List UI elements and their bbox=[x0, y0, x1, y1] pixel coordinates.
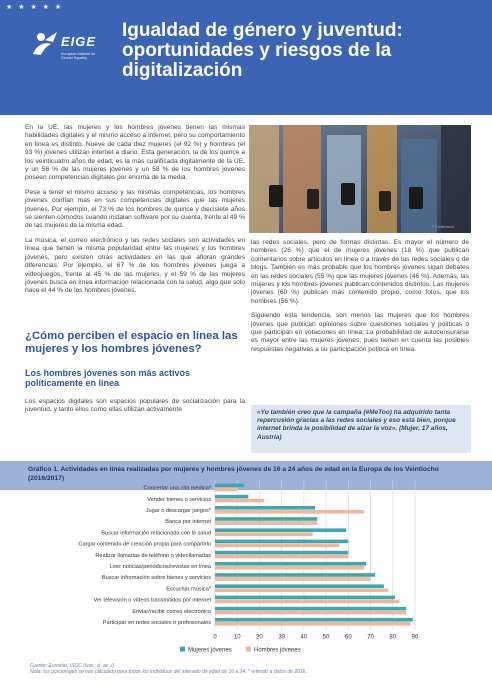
eu-stars-decoration: ★ ★ ★ ★ ★ bbox=[6, 4, 64, 11]
x-tick-label: 10 bbox=[233, 634, 241, 641]
bar-men bbox=[215, 600, 399, 604]
x-tick-label: 40 bbox=[300, 634, 308, 641]
bar-women bbox=[215, 573, 375, 577]
category-label: Realizar llamadas de teléfono o videollamadas bbox=[95, 552, 211, 559]
bar-men bbox=[215, 577, 371, 581]
photo-credit: © Shutterstock bbox=[432, 225, 455, 229]
bar-men bbox=[215, 611, 406, 615]
eige-logo bbox=[27, 14, 97, 89]
paragraph: las redes sociales, pero de formas distintas. Es mayor el número de hombres (26 %) que el de mujeres jóvenes (18 %) que publican comentarios sobre artículos en línea o a través de las redes sociales o de blogs. También es más probable que los hombres jóvenes sigan debates en las redes sociales (55 %) que las mujeres jóvenes (46 %). Además, las mujeres y los hombres jóvenes publican contenidos distintos. Las mujeres jóvenes (60 %) publican más contenido propio, como fotos, que los hombres (56 %). bbox=[251, 239, 469, 305]
category-label: Buscar información sobre bienes y servicios bbox=[101, 575, 211, 582]
legend-swatch-women bbox=[180, 647, 185, 652]
category-label: Enviar/recibir correo electrónico bbox=[132, 608, 211, 615]
category-label: Jugar o descargar juegos* bbox=[145, 508, 211, 514]
bar-women bbox=[215, 495, 248, 499]
bar-women bbox=[215, 584, 384, 588]
bar-women bbox=[215, 551, 348, 555]
paragraph: Los espacios digitales son espacios populares de socialización para la juventud, y tanto ellos como ellas utilizan activamente bbox=[25, 398, 245, 414]
category-label: Vender bienes o servicios bbox=[147, 496, 211, 503]
category-label: Buscar información relacionada con la salud bbox=[101, 530, 211, 537]
bar-men bbox=[215, 499, 264, 503]
section-heading: ¿Cómo perciben el espacio en línea las mujeres y los hombres jóvenes? bbox=[25, 330, 238, 355]
paragraph: La música, el correo electrónico y las redes sociales son actividades en línea que tienen la misma popularidad entre las mujeres y los hombres jóvenes, pero existen otras actividades en las que afloran grandes diferencias. Por ejemplo, el 67 % de los hombres jóvenes juega a videojuegos, frente al 45 % de las mujeres, y el 59 % de las mujeres jóvenes busca en línea información relacionada con la salud, algo que solo hace el 44 % de los hombres jóvenes. bbox=[25, 236, 245, 295]
bar-women bbox=[215, 618, 413, 622]
category-label: Concertar una cita médica* bbox=[143, 485, 211, 492]
x-tick-label: 80 bbox=[389, 634, 397, 641]
header-band bbox=[0, 0, 492, 115]
bar-women bbox=[215, 484, 244, 488]
bar-men bbox=[215, 510, 364, 514]
bar-men bbox=[215, 622, 411, 626]
category-label: Participar en redes sociales o profesionales bbox=[102, 620, 211, 626]
page-title: Igualdad de género y juventud: oportunidades y riesgos de la digitalización bbox=[122, 20, 403, 81]
bar-men bbox=[215, 566, 364, 570]
legend-swatch-men bbox=[246, 647, 251, 652]
left-column-continued bbox=[25, 398, 245, 421]
logo-subtitle: European Institute for Gender Equality bbox=[61, 52, 96, 61]
logo-wordmark: EIGE bbox=[61, 34, 97, 49]
x-tick-label: 20 bbox=[256, 634, 263, 641]
note-line: Nota: los porcentajes se han calculado para todos los individuos del intervalo de edad de 16 a 24. * referido a datos de 2016. bbox=[30, 669, 307, 676]
bar-chart bbox=[0, 476, 492, 666]
section-subheading: Los hombres jóvenes son más activos políticamente en línea bbox=[25, 368, 191, 389]
source-line: Fuente: Eurostat, ISOC (isoc_ci_ac_i) bbox=[30, 663, 114, 669]
bar-men bbox=[215, 521, 317, 525]
category-label: Leer noticias/periódicos/revistas en línea bbox=[109, 564, 211, 570]
paragraph: Pese a tener el mismo acceso y las mismas competencias, los hombres jóvenes confían más en sus competencias digitales que las mujeres jóvenes. Por ejemplo, el 73 % de los hombres de quince y diecisiete años se sienten cómodos cuando instalan software por su cuenta, frente al 49 % de las mujeres de la misma edad. bbox=[25, 188, 245, 230]
legend-label-women: Mujeres jóvenes bbox=[188, 647, 232, 654]
bar-men bbox=[215, 544, 339, 548]
x-tick-label: 90 bbox=[411, 634, 419, 641]
bar-men bbox=[215, 488, 237, 492]
bar-men bbox=[215, 532, 313, 536]
paragraph: Siguiendo esta tendencia, son menos las mujeres que los hombres jóvenes que publican opiniones sobre cuestiones sociales y políticas o que participan en votaciones en línea. La probabilidad de autocensurarse es mayor entre las mujeres jóvenes, pues tienen en cuenta las posibles respuestas negativas a su participación política en línea. bbox=[251, 312, 469, 353]
category-label: Cargar contenido de creación propia para compartirlo bbox=[78, 541, 211, 548]
bar-men bbox=[215, 555, 348, 559]
category-label: Escuchar música* bbox=[166, 586, 211, 593]
bar-women bbox=[215, 562, 366, 566]
bar-women bbox=[215, 528, 346, 532]
eige-logo-icon bbox=[31, 30, 65, 56]
legend-label-men: Hombres jóvenes bbox=[254, 647, 301, 654]
bar-women bbox=[215, 506, 315, 510]
x-tick-label: 30 bbox=[278, 634, 286, 641]
bar-women bbox=[215, 596, 395, 600]
x-tick-label: 60 bbox=[344, 634, 352, 641]
bar-women bbox=[215, 540, 348, 544]
bar-women bbox=[215, 517, 317, 521]
x-tick-label: 0 bbox=[213, 634, 217, 641]
x-tick-label: 50 bbox=[322, 634, 330, 641]
category-label: Banca por internet bbox=[165, 519, 211, 526]
people-with-phones-photo bbox=[249, 125, 471, 233]
chart-title: Gráfico 1. Actividades en línea realizadas por mujeres y hombres jóvenes de 16 a 24 años de edad en la Europa de los Veintiocho (2016/2017) bbox=[0, 461, 492, 490]
category-label: Ver televisión o vídeos transmitidos por internet bbox=[93, 597, 211, 604]
bar-women bbox=[215, 607, 406, 611]
bar-men bbox=[215, 588, 388, 592]
right-column bbox=[251, 239, 469, 360]
left-column bbox=[25, 124, 245, 302]
testimonial-quote: «Yo también creo que la campaña (#MeToo) ha adquirido tanta repercusión gracias a las redes sociales y eso está bien, porque internet brinda la posibilidad de alzar la voz». (Mujer, 17 años, Austria) bbox=[251, 405, 471, 453]
paragraph: En la UE, las mujeres y los hombres jóvenes tienen las mismas habilidades digitales y el mismo acceso a internet, pero su comportamiento en línea es distinto. Nueve de cada diez mujeres (el 92 %) y hombres (el 93 %) jóvenes utilizan internet a diario. Esta generación, la de los quince a los veinticuatro años de edad, es la más cualificada digitalmente de la UE, y un 56 % de las mujeres jóvenes y un 58 % de los hombres jóvenes poseen competencias digitales por encima de la media. bbox=[25, 124, 245, 182]
source-note bbox=[30, 663, 460, 675]
x-tick-label: 70 bbox=[367, 634, 374, 641]
